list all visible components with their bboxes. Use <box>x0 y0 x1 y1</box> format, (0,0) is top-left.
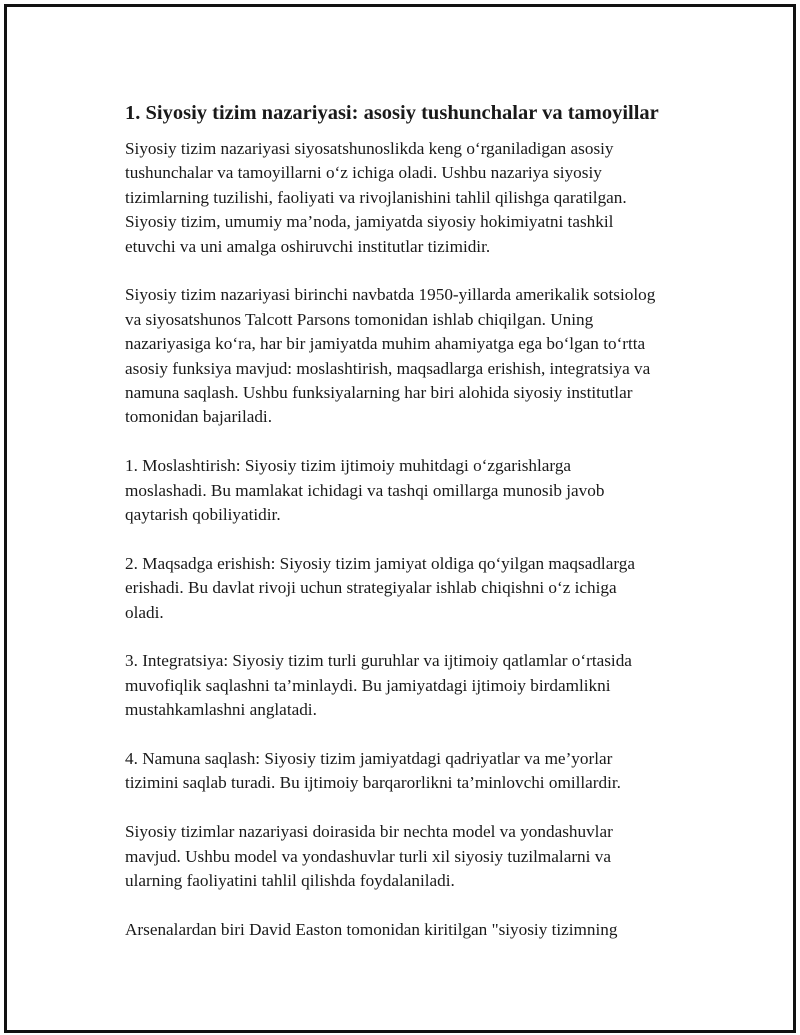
paragraph <box>125 820 705 893</box>
text-line: 3. Integratsiya: Siyosiy tizim turli guruhlar va ijtimoiy qatlamlar o‘rtasida <box>125 651 632 671</box>
text-line: 2. Maqsadga erishish: Siyosiy tizim jamiyat oldiga qo‘yilgan maqsadlarga <box>125 553 635 573</box>
text-line: tizimlarning tuzilishi, faoliyati va rivojlanishini tahlil qilishga qaratilgan. <box>125 187 627 207</box>
text-line: mustahkamlashni anglatadi. <box>125 700 317 720</box>
text-line: mavjud. Ushbu model va yondashuvlar turli xil siyosiy tuzilmalarni va <box>125 846 611 866</box>
text-line: 1. Moslashtirish: Siyosiy tizim ijtimoiy muhitdagi o‘zgarishlarga <box>125 456 572 476</box>
paragraph <box>125 747 705 796</box>
text-line: Siyosiy tizimlar nazariyasi doirasida bir nechta model va yondashuvlar <box>125 822 613 842</box>
text-line: tushunchalar va tamoyillarni o‘z ichiga oladi. Ushbu nazariya siyosiy <box>125 163 602 183</box>
paragraph <box>125 283 705 429</box>
page-frame <box>4 4 796 1033</box>
text-line: qaytarish qobiliyatidir. <box>125 505 281 525</box>
paragraph <box>125 649 705 722</box>
text-line: tizimini saqlab turadi. Bu ijtimoiy barqarorlikni ta’minlovchi omillardir. <box>125 773 621 793</box>
text-line: muvofiqlik saqlashni ta’minlaydi. Bu jamiyatdagi ijtimoiy birdamlikni <box>125 675 611 695</box>
paragraph <box>125 918 705 942</box>
text-line: etuvchi va uni amalga oshiruvchi institutlar tizimidir. <box>125 236 491 256</box>
text-line: oladi. <box>125 602 164 622</box>
paragraph <box>125 137 705 259</box>
document-body <box>125 99 705 967</box>
text-line: ularning faoliyatini tahlil qilishda foydalaniladi. <box>125 871 455 891</box>
text-line: erishadi. Bu davlat rivoji uchun strategiyalar ishlab chiqishni o‘z ichiga <box>125 578 617 598</box>
text-line: 4. Namuna saqlash: Siyosiy tizim jamiyatdagi qadriyatlar va me’yorlar <box>125 749 613 769</box>
text-line: Siyosiy tizim, umumiy ma’noda, jamiyatda siyosiy hokimiyatni tashkil <box>125 212 614 232</box>
text-line: Siyosiy tizim nazariyasi siyosatshunoslikda keng o‘rganiladigan asosiy <box>125 139 614 158</box>
text-line: va siyosatshunos Talcott Parsons tomonidan ishlab chiqilgan. Uning <box>125 309 594 329</box>
text-line: moslashadi. Bu mamlakat ichidagi va tashqi omillarga munosib javob <box>125 480 605 500</box>
text-line: asosiy funksiya mavjud: moslashtirish, maqsadlarga erishish, integratsiya va <box>125 358 651 378</box>
text-line: tomonidan bajariladi. <box>125 407 273 427</box>
text-line: Siyosiy tizim nazariyasi birinchi navbatda 1950-yillarda amerikalik sotsiolog <box>125 285 656 305</box>
text-line: Arsenalardan biri David Easton tomonidan kiritilgan "siyosiy tizimning <box>125 919 618 939</box>
paragraph <box>125 552 705 625</box>
text-line: namuna saqlash. Ushbu funksiyalarning har biri alohida siyosiy institutlar <box>125 383 633 403</box>
paragraph-list <box>125 137 705 942</box>
paragraph <box>125 454 705 527</box>
text-line: nazariyasiga ko‘ra, har bir jamiyatda muhim ahamiyatga ega bo‘lgan to‘rtta <box>125 334 646 354</box>
section-heading: 1. Siyosiy tizim nazariyasi: asosiy tushunchalar va tamoyillar <box>125 102 659 124</box>
